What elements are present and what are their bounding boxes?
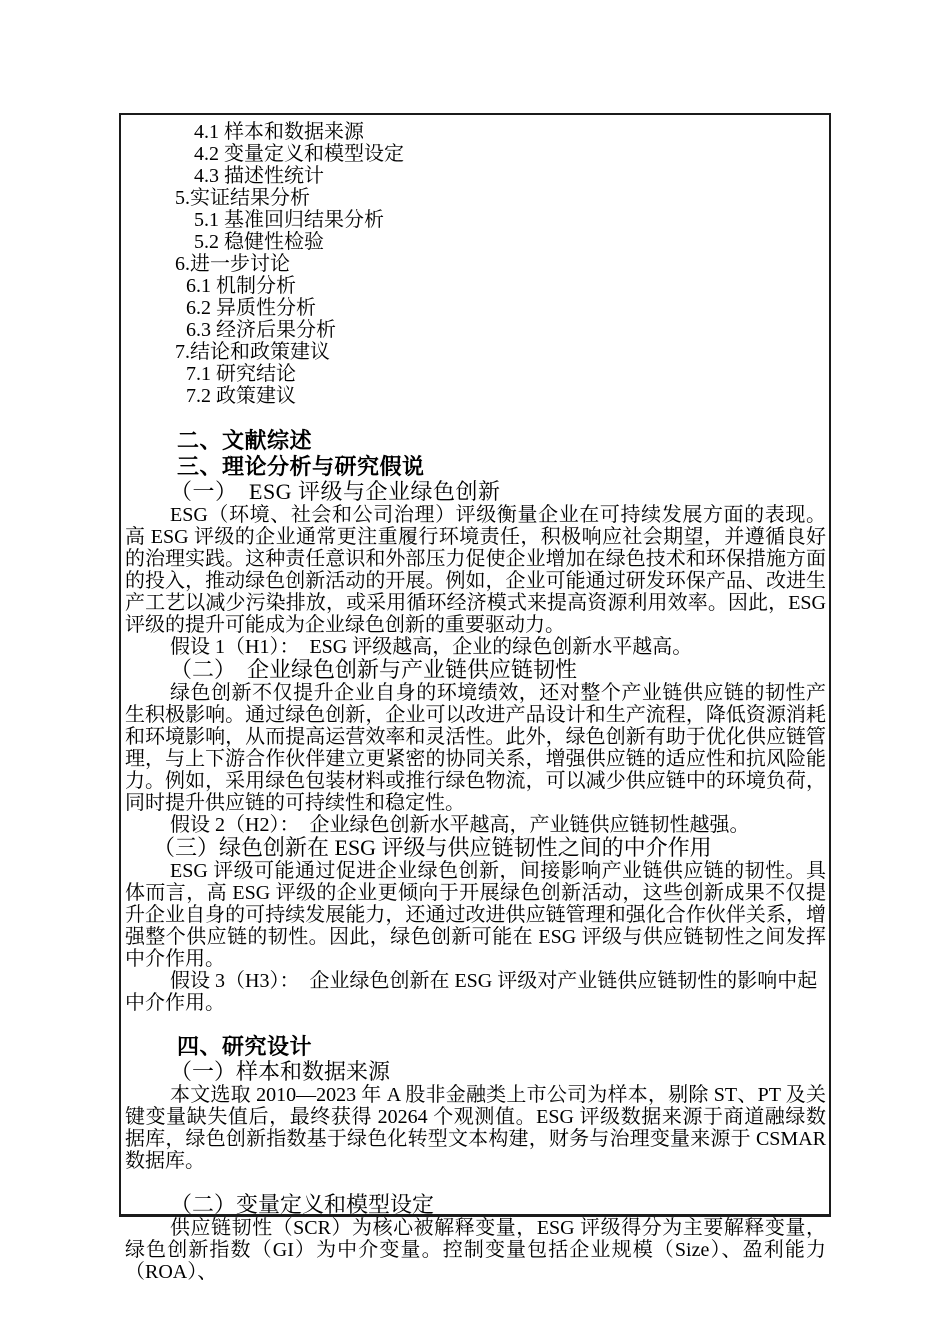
subheading-esg-green-innovation: （一） ESG 评级与企业绿色创新 bbox=[170, 479, 501, 504]
outline-item-6-1: 6.1 机制分析 bbox=[186, 275, 296, 297]
hypothesis-3: 假设 3（H3）： 企业绿色创新在 ESG 评级对产业链供应链韧性的影响中起中介作用。 bbox=[125, 970, 818, 1014]
outline-item-5-2: 5.2 稳健性检验 bbox=[194, 231, 324, 253]
heading-theory: 三、理论分析与研究假说 bbox=[177, 454, 425, 479]
outline-item-6-3: 6.3 经济后果分析 bbox=[186, 319, 336, 341]
outline-item-4-3: 4.3 描述性统计 bbox=[194, 165, 324, 187]
outline-item-6-2: 6.2 异质性分析 bbox=[186, 297, 316, 319]
paragraph-esg-green-innovation: ESG（环境、社会和公司治理）评级衡量企业在可持续发展方面的表现。高 ESG 评级的企业通常更注重履行环境责任，积极响应社会期望，并遵循良好的治理实践。这种责任意识和外部压力促使企业增加在绿色技术和环保措施方面的投入，推动绿色创新活动的开展。例如，企业可能通过研发环保产品、改进生产工艺以减少污染排放，或采用循环经济模式来提高资源利用效率。因此，ESG 评级的提升可能成为企业绿色创新的重要驱动力。 bbox=[125, 504, 826, 636]
subheading-sample-data-source: （一）样本和数据来源 bbox=[170, 1059, 391, 1084]
outline-item-4-1: 4.1 样本和数据来源 bbox=[194, 121, 364, 143]
subheading-mediation-effect: （三）绿色创新在 ESG 评级与供应链韧性之间的中介作用 bbox=[153, 835, 712, 860]
outline-item-5-1: 5.1 基准回归结果分析 bbox=[194, 209, 384, 231]
outline-item-7: 7.结论和政策建议 bbox=[175, 341, 330, 363]
document-outline bbox=[125, 121, 826, 407]
outline-item-5: 5.实证结果分析 bbox=[175, 187, 310, 209]
outline-item-6: 6.进一步讨论 bbox=[175, 253, 290, 275]
subheading-green-innovation-resilience: （二） 企业绿色创新与产业链供应链韧性 bbox=[170, 657, 578, 682]
hypothesis-1: 假设 1（H1）： ESG 评级越高，企业的绿色创新水平越高。 bbox=[170, 636, 693, 658]
paragraph-variable-model: 供应链韧性（SCR）为核心被解释变量，ESG 评级得分为主要解释变量，绿色创新指数（GI）为中介变量。控制变量包括企业规模（Size）、盈利能力（ROA）、 bbox=[125, 1217, 826, 1283]
outline-item-7-2: 7.2 政策建议 bbox=[186, 385, 296, 407]
paragraph-sample-data-source: 本文选取 2010—2023 年 A 股非金融类上市公司为样本，剔除 ST、PT 及关键变量缺失值后，最终获得 20264 个观测值。ESG 评级数据来源于商道融绿数据库，绿色创新指数基于绿色化转型文本构建，财务与治理变量来源于 CSMAR 数据库。 bbox=[125, 1084, 826, 1172]
paragraph-mediation-effect: ESG 评级可能通过促进企业绿色创新，间接影响产业链供应链的韧性。具体而言，高 ESG 评级的企业更倾向于开展绿色创新活动，这些创新成果不仅提升企业自身的可持续发展能力，还通过改进供应链管理和强化合作伙伴关系，增强整个供应链的韧性。因此，绿色创新可能在 ESG 评级与供应链韧性之间发挥中介作用。 bbox=[125, 860, 826, 970]
outline-item-4-2: 4.2 变量定义和模型设定 bbox=[194, 143, 404, 165]
heading-literature-review: 二、文献综述 bbox=[177, 428, 313, 453]
subheading-variable-model: （二）变量定义和模型设定 bbox=[170, 1192, 435, 1217]
outline-item-7-1: 7.1 研究结论 bbox=[186, 363, 296, 385]
paragraph-green-innovation-resilience: 绿色创新不仅提升企业自身的环境绩效，还对整个产业链供应链的韧性产生积极影响。通过绿色创新，企业可以改进产品设计和生产流程，降低资源消耗和环境影响，从而提高运营效率和灵活性。此外，绿色创新有助于优化供应链管理，与上下游合作伙伴建立更紧密的协同关系，增强供应链的适应性和抗风险能力。例如，采用绿色包装材料或推行绿色物流，可以减少供应链中的环境负荷，同时提升供应链的可持续性和稳定性。 bbox=[125, 682, 826, 814]
heading-research-design: 四、研究设计 bbox=[177, 1034, 313, 1059]
hypothesis-2: 假设 2（H2）： 企业绿色创新水平越高，产业链供应链韧性越强。 bbox=[170, 814, 750, 836]
content-cell bbox=[119, 113, 831, 1283]
